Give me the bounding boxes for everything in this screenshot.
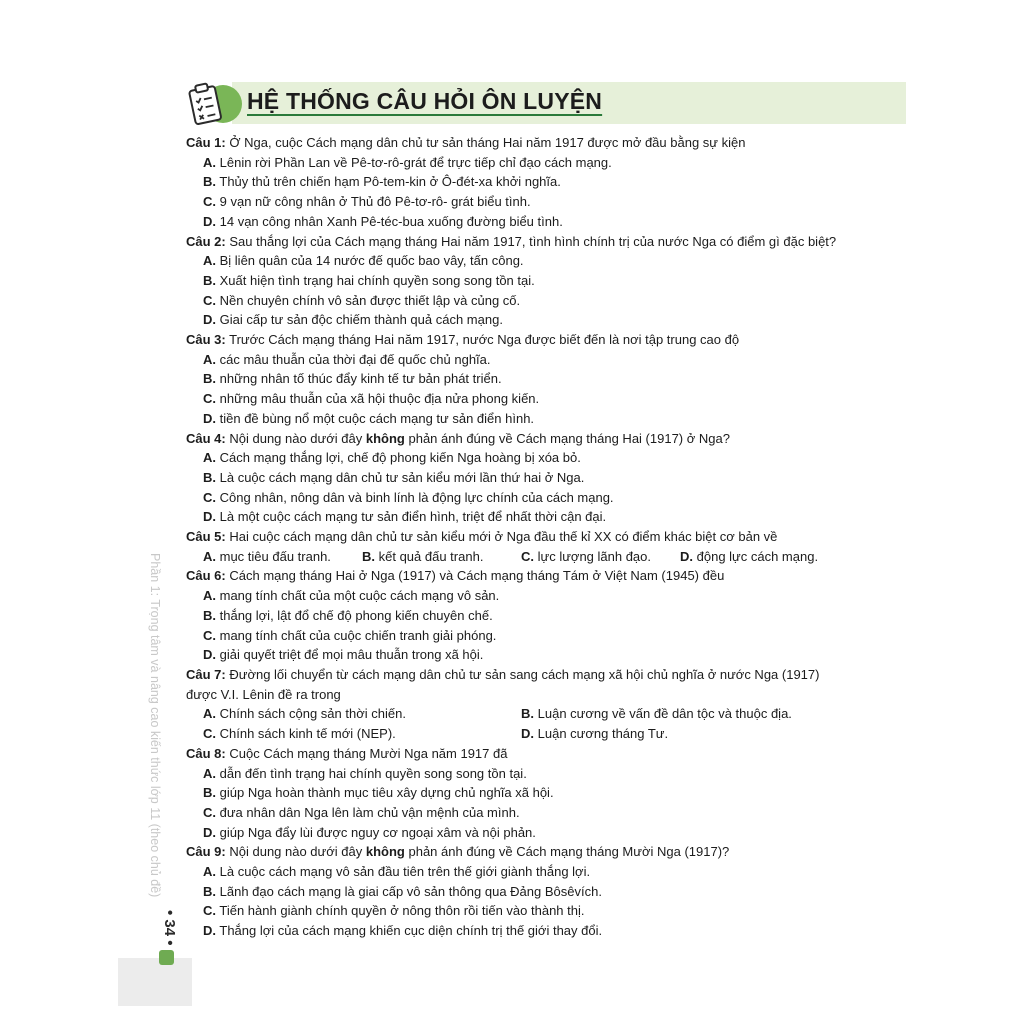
option-a: A. mang tính chất của một cuộc cách mạng vô sản.: [203, 588, 500, 604]
question-text: Ở Nga, cuộc Cách mạng dân chủ tư sản tháng Hai năm 1917 được mở đầu bằng sự kiện: [229, 135, 746, 150]
option-d: D. động lực cách mạng.: [680, 548, 819, 564]
question-2: [186, 232, 876, 331]
option-d: D. giải quyết triệt để mọi mâu thuẫn trong xã hội.: [203, 647, 484, 663]
footer-gray-block: [118, 958, 192, 1006]
side-running-title: Phần 1: Trọng tâm và nâng cao kiến thức lớp 11 (theo chủ đề): [148, 553, 162, 898]
option-b: B. Thủy thủ trên chiến hạm Pô-tem-kin ở Ô-đét-xa khởi nghĩa.: [203, 174, 561, 190]
option-b: B. Là cuộc cách mạng dân chủ tư sản kiểu mới lần thứ hai ở Nga.: [203, 469, 585, 485]
question-5: [186, 527, 876, 566]
option-b: B. Luận cương về vấn đề dân tộc và thuộc địa.: [521, 706, 792, 722]
option-a: A. mục tiêu đấu tranh.: [203, 548, 331, 564]
question-1: [186, 133, 876, 232]
option-d: D. giúp Nga đẩy lùi được nguy cơ ngoại xâm và nội phản.: [203, 824, 536, 840]
question-label: Câu 2:: [186, 233, 226, 249]
question-text-continued: được V.I. Lênin đề ra trong: [186, 686, 341, 702]
option-row: [186, 704, 876, 724]
option-a: A. Bị liên quân của 14 nước đế quốc bao vây, tấn công.: [203, 253, 524, 269]
option-b: B. kết quả đấu tranh.: [362, 548, 484, 564]
option-b: B. những nhân tố thúc đẩy kinh tế tư bản phát triển.: [203, 371, 502, 387]
question-7: [186, 665, 876, 744]
question-3: [186, 330, 876, 429]
option-d: D. 14 vạn công nhân Xanh Pê-téc-bua xuống đường biểu tình.: [203, 213, 563, 229]
question-list: [186, 133, 876, 941]
option-d: D. tiền đề bùng nổ một cuộc cách mạng tư sản điển hình.: [203, 410, 535, 426]
option-a: A. Lênin rời Phần Lan về Pê-tơ-rô-grát để trực tiếp chỉ đạo cách mạng.: [203, 154, 612, 170]
question-text: Sau thắng lợi của Cách mạng tháng Hai năm 1917, tình hình chính trị của nước Nga có điểm gì đặc biệt?: [229, 233, 837, 249]
option-row: [186, 724, 876, 744]
question-text: Hai cuộc cách mạng dân chủ tư sản kiểu mới ở Nga đầu thế kỉ XX có điểm khác biệt cơ bản về: [229, 529, 778, 545]
keyword-khong: không: [365, 844, 405, 860]
question-text: Trước Cách mạng tháng Hai năm 1917, nước Nga được biết đến là nơi tập trung cao độ: [229, 332, 740, 348]
question-text: Cuộc Cách mạng tháng Mười Nga năm 1917 đã: [229, 745, 508, 761]
option-a: A. Chính sách cộng sản thời chiến.: [203, 706, 406, 722]
question-label: Câu 6:: [186, 568, 226, 584]
question-label: Câu 3:: [186, 332, 226, 348]
option-c: C. lực lượng lãnh đạo.: [521, 548, 652, 564]
question-9: Câu 9: Nội dung nào dưới đây không phản ánh đúng về Cách mạng tháng Mười Nga (1917)? A. Là cuộc cách mạng vô sản đầu tiên trên thế giới giành thắng lợi. B. Lãnh đạo cách mạng là giai cấp vô sản thông qua Đảng Bôsêvích. C. Tiến hành giành chính quyền ở nông thôn rồi tiến vào thành thị. D. Thắng lợi của cách mạng khiến cục diện chính trị thế giới thay đổi.: [186, 842, 876, 941]
option-b: B. giúp Nga hoàn thành mục tiêu xây dựng chủ nghĩa xã hội.: [203, 785, 554, 801]
question-label: Câu 5:: [186, 529, 226, 545]
option-a: A. dẫn đến tình trạng hai chính quyền song song tồn tại.: [203, 765, 527, 781]
question-label: Câu 8:: [186, 745, 226, 761]
option-d: D. Luận cương tháng Tư.: [521, 726, 669, 742]
question-label: Câu 9:: [186, 844, 226, 860]
clipboard-checklist-icon: [186, 80, 226, 128]
option-c: C. Nền chuyên chính vô sản được thiết lập và củng cố.: [203, 292, 521, 308]
question-6: [186, 566, 876, 665]
option-c: C. những mâu thuẫn của xã hội thuộc địa nửa phong kiến.: [203, 391, 540, 407]
option-b: B. Lãnh đạo cách mạng là giai cấp vô sản thông qua Đảng Bôsêvích.: [203, 883, 602, 899]
question-4: Câu 4: Nội dung nào dưới đây không phản ánh đúng về Cách mạng tháng Hai (1917) ở Nga? A. Cách mạng thắng lợi, chế độ phong kiến Nga hoàng bị xóa bỏ. B. Là cuộc cách mạng dân chủ tư sản kiểu mới lần thứ hai ở Nga. C. Công nhân, nông dân và binh lính là động lực chính của cách mạng. D. Là một cuộc cách mạng tư sản điển hình, triệt để nhất thời cận đại.: [186, 429, 876, 528]
option-b: B. Xuất hiện tình trạng hai chính quyền song song tồn tại.: [203, 272, 535, 288]
option-b: B. thắng lợi, lật đổ chế độ phong kiến chuyên chế.: [203, 607, 493, 623]
option-c: C. Chính sách kinh tế mới (NEP).: [203, 726, 396, 742]
question-label: Câu 4:: [186, 430, 226, 446]
option-a: A. Là cuộc cách mạng vô sản đầu tiên trên thế giới giành thắng lợi.: [203, 864, 591, 880]
option-a: A. các mâu thuẫn của thời đại đế quốc chủ nghĩa.: [203, 351, 491, 367]
page-number: • 34 •: [161, 910, 178, 946]
question-label: Câu 7:: [186, 666, 226, 682]
question-label: Câu 1:: [186, 135, 226, 150]
option-d: D. Là một cuộc cách mạng tư sản điển hình, triệt để nhất thời cận đại.: [203, 509, 607, 525]
option-c: C. Công nhân, nông dân và binh lính là động lực chính của cách mạng.: [203, 489, 614, 505]
question-8: [186, 744, 876, 843]
option-row: [186, 547, 876, 567]
option-d: D. Giai cấp tư sản độc chiếm thành quả cách mạng.: [203, 312, 503, 328]
option-d: D. Thắng lợi của cách mạng khiến cục diện chính trị thế giới thay đổi.: [203, 923, 603, 939]
option-c: C. đưa nhân dân Nga lên làm chủ vận mệnh của mình.: [203, 804, 520, 820]
footer-green-square: [159, 950, 174, 965]
keyword-khong: không: [365, 430, 405, 446]
question-text: Cách mạng tháng Hai ở Nga (1917) và Cách mạng tháng Tám ở Việt Nam (1945) đều: [229, 568, 725, 584]
option-a: A. Cách mạng thắng lợi, chế độ phong kiến Nga hoàng bị xóa bỏ.: [203, 450, 581, 466]
question-text: Đường lối chuyển từ cách mạng dân chủ tư sản sang cách mạng xã hội chủ nghĩa ở nước Nga (1917): [229, 666, 820, 682]
option-c: C. mang tính chất của cuộc chiến tranh giải phóng.: [203, 627, 497, 643]
option-c: C. Tiến hành giành chính quyền ở nông thôn rồi tiến vào thành thị.: [203, 903, 585, 919]
page-title: HỆ THỐNG CÂU HỎI ÔN LUYỆN: [247, 88, 603, 114]
option-c: C. 9 vạn nữ công nhân ở Thủ đô Pê-tơ-rô- grát biểu tình.: [203, 194, 531, 210]
